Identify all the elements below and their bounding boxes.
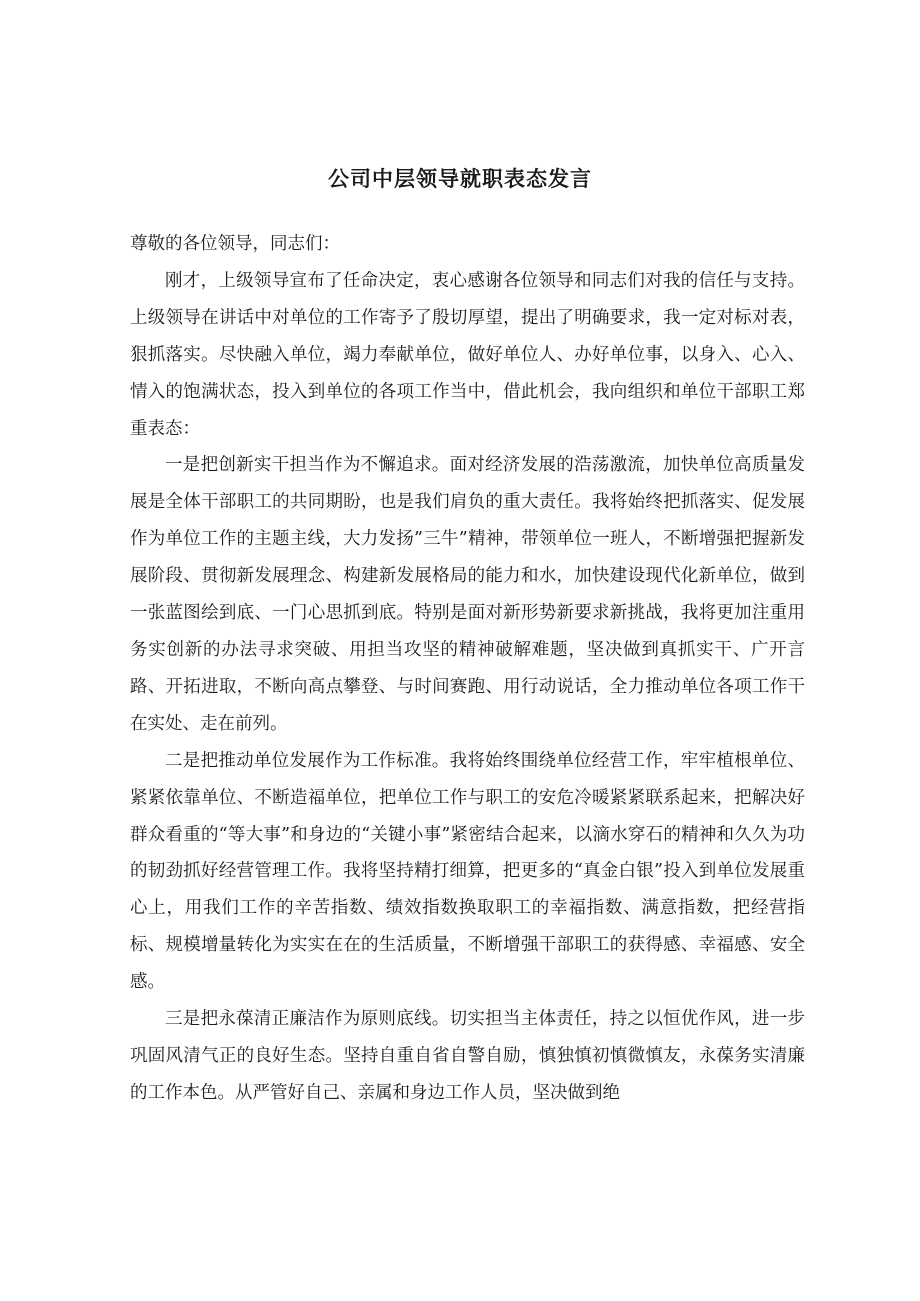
paragraph-appointment: 刚才，上级领导宣布了任命决定，衷心感谢各位领导和同志们对我的信任与支持。上级领导在讲话中对单位的工作寄予了殷切厚望，提出了明确要求，我一定对标对表，狠抓落实。尽快融入单位，竭力奉献单位，做好单位人、办好单位事，以身入、心入、情入的饱满状态，投入到单位的各项工作当中，借此机会，我向组织和单位干部职工郑重表态： (130, 270, 805, 439)
paragraph-development: 二是把推动单位发展作为工作标准。我将始终围绕单位经营工作，牢牢植根单位、紧紧依靠单位、不断造福单位，把单位工作与职工的安危冷暖紧紧联系起来，把解决好群众看重的“等大事”和身边的“关键小事”紧密结合起来，以滴水穿石的精神和久久为功的韧劲抓好经营管理工作。我将坚持精打细算，把更多的“真金白银”投入到单位发展重心上，用我们工作的辛苦指数、绩效指数换取职工的幸福指数、满意指数，把经营指标、规模增量转化为实实在在的生活质量，不断增强干部职工的获得感、幸福感、安全感。 (130, 750, 805, 993)
paragraph-integrity: 三是把永葆清正廉洁作为原则底线。切实担当主体责任，持之以恒优作风，进一步巩固风清气正的良好生态。坚持自重自省自警自励，慎独慎初慎微慎友，永葆务实清廉的工作本色。从严管好自己、亲属和身边工作人员，坚决做到绝 (130, 1009, 805, 1103)
paragraph-innovation: 一是把创新实干担当作为不懈追求。面对经济发展的浩荡激流，加快单位高质量发展是全体干部职工的共同期盼，也是我们肩负的重大责任。我将始终把抓落实、促发展作为单位工作的主题主线，大力发扬”三牛”精神，带领单位一班人，不断增强把握新发展阶段、贯彻新发展理念、构建新发展格局的能力和水，加快建设现代化新单位，做到一张蓝图绘到底、一门心思抓到底。特别是面对新形势新要求新挑战，我将更加注重用务实创新的办法寻求突破、用担当攻坚的精神破解难题，坚决做到真抓实干、广开言路、开拓进取，不断向高点攀登、与时间赛跑、用行动说话，全力推动单位各项工作干在实处、走在前列。 (130, 455, 805, 734)
salutation: 尊敬的各位领导，同志们： (130, 234, 340, 254)
document-title: 公司中层领导就职表态发言 (328, 167, 592, 191)
document-body (130, 226, 805, 1112)
